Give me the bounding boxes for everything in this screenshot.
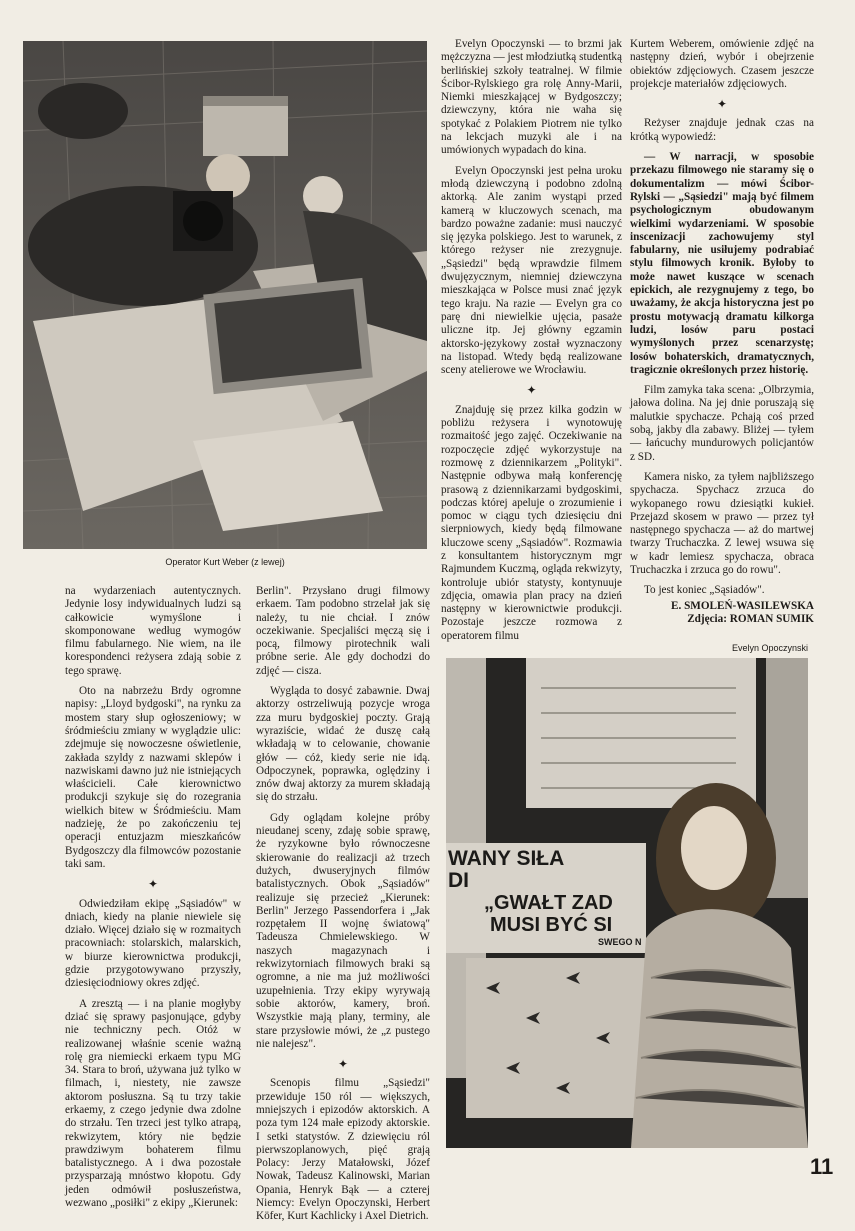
photo-film-crew-image — [23, 41, 427, 549]
paragraph: Wygląda to dosyć zabawnie. Dwaj aktorzy ostrzeliwują pozycje wroga zza muru bydgoskiej poczty. Grają wyraziście, widać że duszę całą wkładają w to celowanie, chowanie głów — cóż, kiedy serie nie idą. Odpoczynek, poprawka, oględziny i znów dwaj aktorzy za murem składają się do strzału. — [256, 685, 430, 804]
column-a — [441, 38, 622, 650]
column-b — [630, 38, 814, 626]
paragraph: A zresztą — i na planie mogłyby dziać się sprawy pasjonujące, gdyby nie techniczny pech. Otóż w realizowanej właśnie scenie ważną rolę gra niemiecki erkaem typu MG 34. Stara to broń, używana już tylko w filmach, i, niestety, nie zawsze aktorom posłuszna. Są tu trzy takie erkaemy, z czego jedynie dwa zdolne do strzału. Ten trzeci jest tylko atrapą, rekwizytem, który nie będzie prawdziwym bohaterem filmu batalistycznego. A i dwa pozostałe przysparzają mnóstwo kłopotu. Gdy jeden odmówił posłuszeństwa, wezwano „posiłki" z ekipy „Kierunek: — [65, 997, 241, 1210]
poster-line: SWEGO N — [598, 937, 642, 947]
paragraph: Gdy oglądam kolejne próby nieudanej sceny, zdaję sobie sprawę, że ryzykowne było równoczesne skierowanie do realizacji aż trzech dużych, dwuseryjnych filmów batalistycznych. Obok „Sąsiadów" realizuje się przecież „Kierunek: Berlin" Jerzego Passendorfera i „Jak rozpętałem II wojnę światową" Tadeusza Chmielewskiego. W naszych magazynach i rekwizytorniach filmowych braki są ogromne, a nie ma już możliwości uzupełnienia. Trzy ekipy wyrywają sobie aktorów, kamery, broń. Wszystkie mają plany, terminy, ale stare przysłowie mówi, że „z pustego nie nalejesz". — [256, 811, 430, 1050]
paragraph: Evelyn Opoczynski jest pełna uroku młodą dziewczyną i podobno zdolną aktorką. Ale zanim wystąpi przed kamerą w kluczowych scenach, ma bardzo poważne zadanie: musi nauczyć się języka polskiego. Jest to warunek, z którego reżyser nie zrezygnuje. „Sąsiedzi" będą wprawdzie filmem dwujęzycznym, niemniej dziewczyna mieszkająca w Polsce musi znać język tego kraju. Na razie — Evelyn gra co parę dni niewielkie ujęcia, pasaże uliczne itp. Jej główny egzamin aktorsko-językowy został wyznaczony na listopad. Wtedy będą realizowane sceny atelierowe we Wrocławiu. — [441, 164, 622, 377]
paragraph: To jest koniec „Sąsiadów". — [644, 584, 765, 597]
paragraph: Reżyser znajduje jednak czas na krótką wypowiedź: — [630, 117, 814, 143]
poster-line: „GWAŁT ZAD — [484, 892, 613, 914]
section-divider: ✦ — [526, 383, 537, 398]
director-quote: — W narracji, w sposobie przekazu filmowego nie staramy się o dokumentalizm — mówi Ścibor-Rylski — „Sąsiedzi" mają być filmem psychologicznym obudowanym wielkimi wydarzeniami. W sposobie inscenizacji zachowujemy styl fabularny, nie usiłujemy podrabiać stylu filmowych kronik. Byłoby to może nawet kuszące w scenach epickich, ale rezygnujemy z tego, bo uważamy, że akcja historyczna jest po prostu motywacją dramatu kilkorga ludzi, losów paru postaci wymyślonych przez scenarzystę; losów bohaterskich, dramatycznych, tragicznie określonych przez historię. — [630, 151, 814, 376]
section-divider: ✦ — [716, 97, 728, 112]
column-c — [65, 585, 241, 1217]
paragraph: Berlin". Przysłano drugi filmowy erkaem. Tam podobno strzelał jak się należy, tu nie chciał. I znów oczekiwanie. Specjaliści męczą się i pocą, filmowy pirotechnik wali próbne serie. Ale gdy dochodzi do zdjęć — cisza. — [256, 585, 430, 677]
column-d — [256, 585, 430, 1231]
poster-line: WANY SIŁA — [448, 847, 565, 870]
poster-line: DI — [448, 869, 469, 892]
paragraph: Znajduję się przez kilka godzin w pobliżu reżysera i wynotowuję rozmaitość jego zajęć. Oczekiwanie na rozpoczęcie zdjęć wykorzystuje na rozmowę z dziennikarzem „Polityki". Następnie odbywa małą konferencję prasową z dziennikarzami bydgoskimi, podczas której apeluje o zrozumienie i pomoc w ciągu tych dziesięciu dni sierpniowych, kiedy będą filmowane kluczowe sceny „Sąsiadów". Rozmawia z konsultantem historycznym mgr Rajmundem Kuczmą, ogląda rekwizyty, kontroluje ubiór statysty, kontynuuje zdjęcia, omawia plan pracy na dzień następny w kierownictwie produkcji. Pozostaje jeszcze rozmowa z operatorem filmu — [441, 403, 622, 642]
section-divider: ✦ — [147, 877, 159, 892]
poster-line: MUSI BYĆ SI — [490, 914, 613, 936]
paragraph: na wydarzeniach autentycznych. Jedynie losy indywidualnych ludzi są całkowicie wymyślone i skomponowane według wymogów filmu fabularnego. Nie wiem, na ile korespondenci reżysera zdają sobie z tego sprawę. — [65, 585, 241, 677]
photo-caption-operator: Operator Kurt Weber (z lewej) — [165, 557, 285, 567]
paragraph: Oto na nabrzeżu Brdy ogromne napisy: „Lloyd bydgoski", na rynku za mostem stary słup ogłoszeniowy; w śródmieściu zmiany w wyglądzie ulic: zdejmuje się nowoczesne oświetlenie, zakłada szyldy z nazwami sklepów i nazwiskami dawno już nie istniejących właścicieli. Całe kierownictwo produkcji szykuje się do rozegrania wielkich bitew w Śródmieściu. Mam nadzieję, że po zakończeniu tej operacji entuzjazm mieszkańców Bydgoszczy dla filmowców pozostanie taki sam. — [65, 685, 241, 870]
paragraph: Film zamyka taka scena: „Olbrzymia, jałowa dolina. Na jej dnie poruszają się malutkie spychacze. Pchają coś przed sobą, jakby dla zabawy. Bliżej — tyłem — łańcuchy mundurowych policjantów z SD. — [630, 384, 814, 463]
paragraph: Odwiedziłam ekipę „Sąsiadów" w dniach, kiedy na planie niewiele się działo. Więcej działo się w rozmaitych pracowniach: stolarskich, malarskich, w biurze kierownictwa produkcji, gdzie przygotowywano przyszły, dziesięciodniowy okres zdjęć. — [65, 897, 241, 990]
poster-text — [448, 848, 648, 948]
photo-film-crew — [23, 41, 427, 549]
paragraph: Evelyn Opoczynski — to brzmi jak mężczyzna — jest młodziutką studentką berlińskiej szkoły teatralnej. W filmie Ścibor-Rylskiego gra rolę Anny-Marii, Niemki mieszkającej w Bydgoszczy; dziewczyny, która nie waha się spotykać z Polakiem Piotrem nie tylko na lekcjach muzyki ale i na umówionych wypadach do kina. — [441, 38, 622, 157]
author-byline: E. SMOLEŃ-WASILEWSKA — [671, 599, 814, 612]
section-divider: ✦ — [337, 1057, 349, 1072]
paragraph: Scenopis filmu „Sąsiedzi" przewiduje 150 ról — większych, mniejszych i epizodów aktorskich. A poza tym 124 małe epizody aktorskie. I setki statystów. Z dziewięciu ról pierwszoplanowych, pięć grają Polacy: Jerzy Matałowski, Józef Nowak, Tadeusz Kalinowski, Marian Opania, Henryk Bąk — a czterej Niemcy: Evelyn Opoczynski, Herbert Köfer, Kurt Kachlicky i Axel Dietrich. — [256, 1077, 430, 1223]
photo-evelyn — [446, 658, 808, 1148]
photo-caption-evelyn: Evelyn Opoczynski — [731, 643, 808, 653]
paragraph: Kamera nisko, za tyłem najbliższego spychacza. Spychacz zrzuca do wykopanego rowu dziesiątki kukieł. Przejazd skosem w prawo — przez tył następnego spychacza — aż do martwej twarzy Truchaczka. Z lewej wsuwa się w kadr lemiesz spychacza, obraca Truchaczka i zrzuca go do rowu". — [630, 470, 814, 576]
paragraph: Kurtem Weberem, omówienie zdjęć na następny dzień, wybór i obejrzenie obiektów zdjęciowych. Czasem jeszcze projekcje materiałów zdjęciowych. — [630, 38, 814, 90]
page-number: 11 — [810, 1154, 834, 1179]
photo-credit: Zdjęcia: ROMAN SUMIK — [687, 612, 814, 625]
